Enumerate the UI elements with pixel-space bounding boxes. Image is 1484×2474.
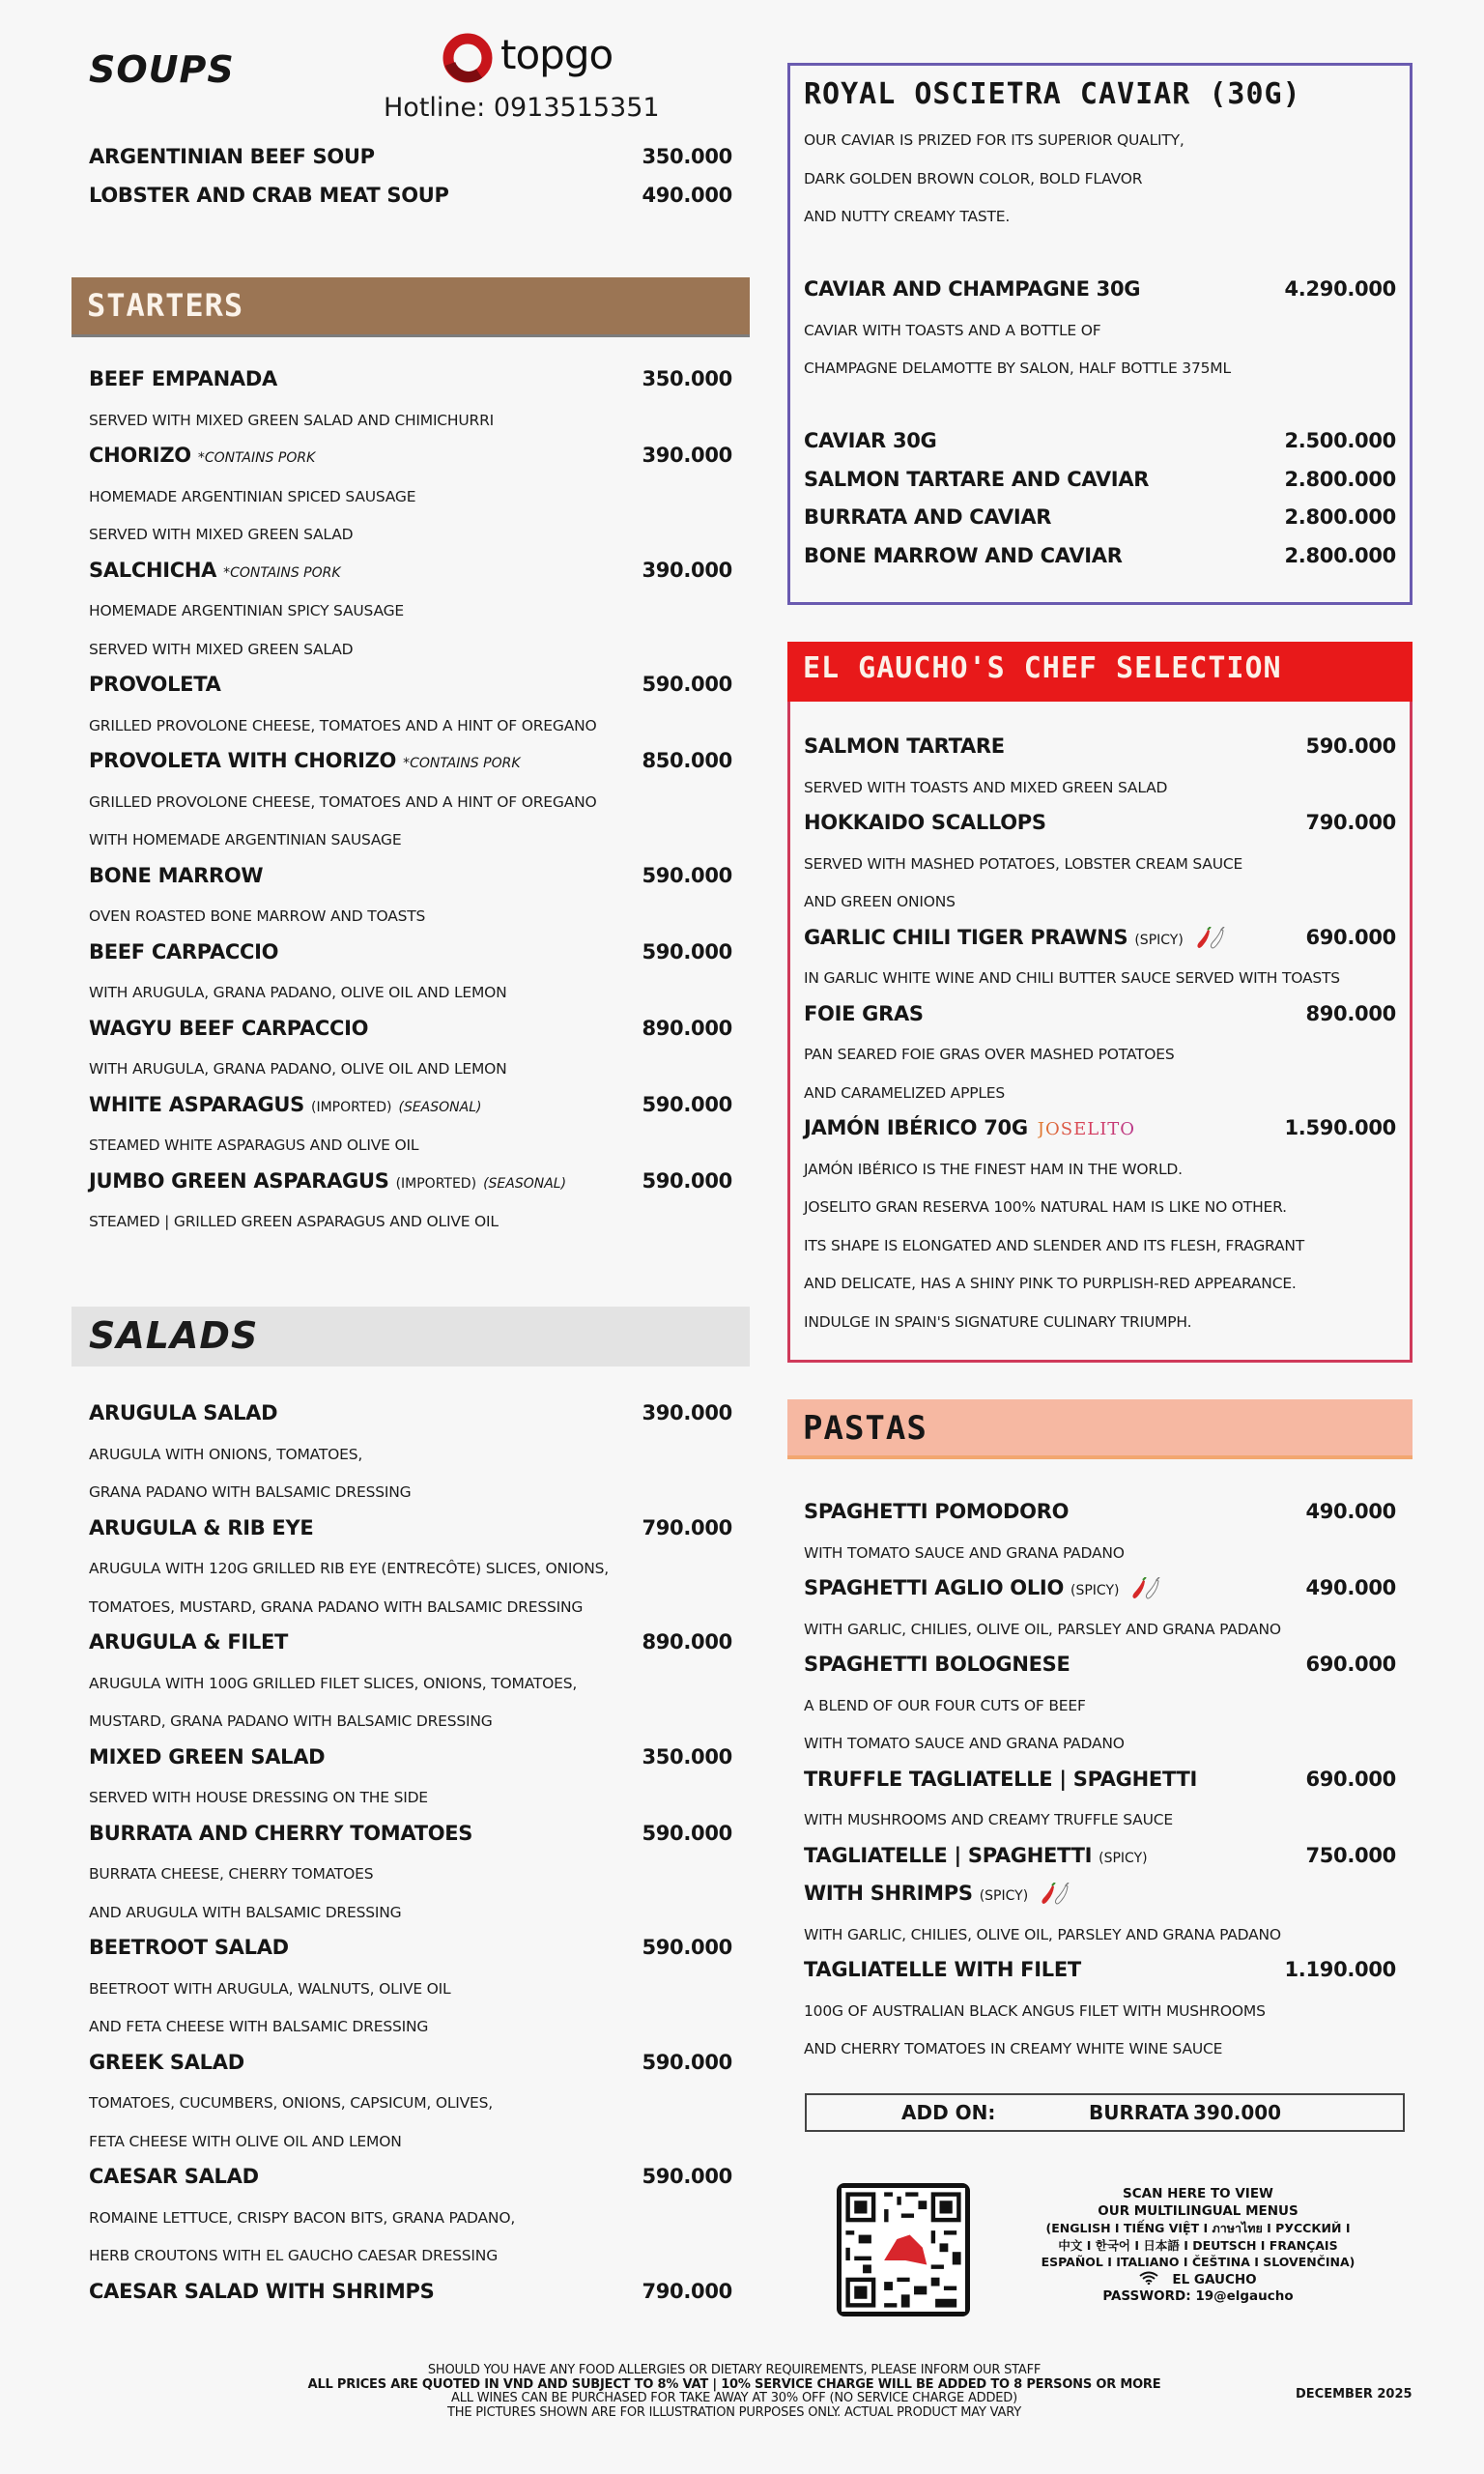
- item-name: TRUFFLE TAGLIATELLE | SPAGHETTI: [804, 1767, 1197, 1791]
- item-desc: PAN SEARED FOIE GRAS OVER MASHED POTATOES: [804, 1046, 1175, 1063]
- item-desc: GRANA PADANO WITH BALSAMIC DRESSING: [89, 1483, 412, 1501]
- item-name: CAESAR SALAD WITH SHRIMPS: [89, 2279, 435, 2303]
- item-price: 790.000: [642, 2279, 732, 2303]
- menu-item: [804, 468, 1396, 497]
- menu-item: [89, 367, 732, 396]
- menu-item: [804, 1653, 1396, 1682]
- item-price: 690.000: [1305, 1767, 1396, 1791]
- menu-item-continued: [804, 1882, 1396, 1911]
- item-price: 790.000: [1305, 811, 1396, 834]
- item-price: 350.000: [642, 1744, 732, 1769]
- item-desc: INDULGE IN SPAIN'S SIGNATURE CULINARY TRIUMPH.: [804, 1312, 1192, 1331]
- add-on-label: ADD ON:: [901, 2101, 996, 2124]
- item-price: 590.000: [642, 2165, 732, 2188]
- item-desc: AND FETA CHEESE WITH BALSAMIC DRESSING: [89, 2018, 429, 2035]
- menu-item: [89, 559, 732, 588]
- item-note: (SPICY): [979, 1888, 1029, 1904]
- menu-item: [89, 444, 732, 473]
- qr-code-icon[interactable]: [837, 2183, 970, 2316]
- item-desc: AND DELICATE, HAS A SHINY PINK TO PURPLISH-RED APPEARANCE.: [804, 1275, 1297, 1292]
- menu-item: [89, 1936, 732, 1965]
- item-note-italic: *CONTAINS PORK: [223, 564, 341, 581]
- salads-title: SALADS: [89, 1314, 259, 1357]
- item-name: GREEK SALAD: [89, 2050, 244, 2074]
- item-name: SALMON TARTARE: [804, 734, 1005, 758]
- item-desc: WITH TOMATO SAUCE AND GRANA PADANO: [804, 1735, 1125, 1752]
- item-price: 390.000: [642, 1401, 732, 1424]
- item-desc: MUSTARD, GRANA PADANO WITH BALSAMIC DRESSING: [89, 1712, 493, 1730]
- item-price: 350.000: [642, 367, 732, 390]
- item-name: BONE MARROW AND CAVIAR: [804, 543, 1123, 567]
- item-name: WAGYU BEEF CARPACCIO: [89, 1016, 369, 1040]
- joselito-brand-logo: JOSELITO: [1037, 1119, 1136, 1139]
- item-desc: 100G OF AUSTRALIAN BLACK ANGUS FILET WITH MUSHROOMS: [804, 2001, 1266, 2020]
- languages-line-1: (ENGLISH I TIẾNG VIỆT I ภาษาไทย I РУССКИЙ I: [1045, 2221, 1351, 2235]
- item-desc: CAVIAR WITH TOASTS AND A BOTTLE OF: [804, 322, 1101, 339]
- item-name: JUMBO GREEN ASPARAGUS (IMPORTED) (SEASONAL): [89, 1168, 567, 1193]
- item-desc: SERVED WITH MASHED POTATOES, LOBSTER CREAM SAUCE: [804, 854, 1243, 873]
- item-desc: SERVED WITH MIXED GREEN SALAD AND CHIMICHURRI: [89, 411, 495, 429]
- topgo-logo-text: topgo: [500, 31, 614, 78]
- item-note: (IMPORTED): [395, 1175, 477, 1192]
- menu-item: [89, 1822, 732, 1851]
- wifi-password: PASSWORD: 19@elgaucho: [1102, 2288, 1294, 2304]
- chef-selection-title: EL GAUCHO'S CHEF SELECTION: [803, 651, 1282, 685]
- menu-item: [804, 1958, 1396, 1987]
- footer-picture-note: THE PICTURES SHOWN ARE FOR ILLUSTRATION PURPOSES ONLY. ACTUAL PRODUCT MAY VARY: [447, 2404, 1021, 2420]
- menu-item: [804, 926, 1396, 955]
- item-name: ARUGULA & RIB EYE: [89, 1515, 314, 1539]
- item-desc: STEAMED | GRILLED GREEN ASPARAGUS AND OLIVE OIL: [89, 1213, 499, 1230]
- item-price: 590.000: [642, 1936, 732, 1959]
- item-name: FOIE GRAS: [804, 1001, 924, 1025]
- multilingual-menu-info: [1014, 2186, 1382, 2306]
- item-desc: FETA CHEESE WITH OLIVE OIL AND LEMON: [89, 2132, 402, 2150]
- item-price: 490.000: [1305, 1576, 1396, 1599]
- footer-notes: [251, 2364, 1217, 2420]
- wifi-name: EL GAUCHO: [1172, 2271, 1257, 2287]
- item-note: (SPICY): [1099, 1850, 1148, 1866]
- item-desc: JOSELITO GRAN RESERVA 100% NATURAL HAM IS LIKE NO OTHER.: [804, 1198, 1287, 1216]
- item-desc: IN GARLIC WHITE WINE AND CHILI BUTTER SAUCE SERVED WITH TOASTS: [804, 969, 1340, 987]
- item-name: PROVOLETA WITH CHORIZO *CONTAINS PORK: [89, 749, 521, 772]
- item-name: HOKKAIDO SCALLOPS: [804, 811, 1046, 834]
- menu-item: [804, 277, 1396, 306]
- menu-item: [89, 1093, 732, 1122]
- item-price: 2.800.000: [1284, 543, 1396, 567]
- item-desc: HOMEMADE ARGENTINIAN SPICY SAUSAGE: [89, 602, 404, 619]
- item-price: 4.290.000: [1284, 277, 1396, 301]
- item-price: 590.000: [642, 673, 732, 696]
- menu-item: [804, 1500, 1396, 1529]
- item-desc: AND CARAMELIZED APPLES: [804, 1083, 1006, 1102]
- menu-item: [804, 734, 1396, 763]
- caviar-intro-line: OUR CAVIAR IS PRIZED FOR ITS SUPERIOR QUALITY,: [804, 131, 1184, 149]
- item-name: MIXED GREEN SALAD: [89, 1744, 326, 1769]
- item-price: 590.000: [642, 1821, 732, 1845]
- menu-item: [89, 1630, 732, 1659]
- item-name: BEEF EMPANADA: [89, 367, 277, 390]
- scan-line-2: OUR MULTILINGUAL MENUS: [1098, 2202, 1298, 2219]
- item-price: 790.000: [642, 1515, 732, 1539]
- menu-item: [89, 1516, 732, 1545]
- item-name: BEETROOT SALAD: [89, 1936, 289, 1959]
- item-price: 590.000: [642, 1092, 732, 1116]
- salads-header: [71, 1307, 750, 1366]
- item-desc: SERVED WITH TOASTS AND MIXED GREEN SALAD: [804, 778, 1168, 796]
- menu-item: [89, 749, 732, 778]
- chili-icon: [1128, 1577, 1165, 1600]
- item-desc: JAMÓN IBÉRICO IS THE FINEST HAM IN THE WORLD.: [804, 1160, 1183, 1178]
- add-on-box: [805, 2093, 1405, 2132]
- menu-item: [89, 2165, 732, 2194]
- chef-selection-header: [787, 642, 1413, 702]
- item-name: SPAGHETTI AGLIO OLIO (SPICY): [804, 1576, 1165, 1600]
- menu-item: [804, 544, 1396, 573]
- wifi-icon: [1139, 2271, 1158, 2285]
- item-desc: WITH HOMEMADE ARGENTINIAN SAUSAGE: [89, 831, 402, 849]
- item-name: CHORIZO *CONTAINS PORK: [89, 444, 316, 467]
- item-note-italic: *CONTAINS PORK: [403, 756, 521, 771]
- scan-line-1: SCAN HERE TO VIEW: [1123, 2186, 1273, 2201]
- menu-item: [89, 1401, 732, 1430]
- item-desc: HOMEMADE ARGENTINIAN SPICED SAUSAGE: [89, 487, 416, 505]
- item-name: JAMÓN IBÉRICO 70G JOSELITO: [804, 1116, 1136, 1139]
- item-price: 590.000: [642, 939, 732, 964]
- item-desc: GRILLED PROVOLONE CHEESE, TOMATOES AND A HINT OF OREGANO: [89, 792, 597, 811]
- item-price: 850.000: [642, 749, 732, 772]
- item-name: SALMON TARTARE AND CAVIAR: [804, 467, 1150, 491]
- item-price: 2.800.000: [1284, 505, 1396, 529]
- item-desc: ARUGULA WITH 120G GRILLED RIB EYE (ENTRECÔTE) SLICES, ONIONS,: [89, 1560, 610, 1577]
- item-name: SPAGHETTI POMODORO: [804, 1500, 1070, 1523]
- menu-item: [89, 940, 732, 969]
- menu-item: [89, 864, 732, 893]
- item-price: 590.000: [642, 863, 732, 887]
- item-name: TAGLIATELLE WITH FILET: [804, 1958, 1081, 1981]
- item-price: 590.000: [642, 2050, 732, 2074]
- item-price: 2.800.000: [1284, 467, 1396, 491]
- item-note-italic: *CONTAINS PORK: [197, 450, 316, 466]
- item-name: CAVIAR AND CHAMPAGNE 30G: [804, 277, 1141, 301]
- item-desc: ROMAINE LETTUCE, CRISPY BACON BITS, GRANA PADANO,: [89, 2208, 516, 2227]
- item-desc: GRILLED PROVOLONE CHEESE, TOMATOES AND A HINT OF OREGANO: [89, 716, 597, 734]
- item-desc: SERVED WITH MIXED GREEN SALAD: [89, 640, 354, 658]
- item-name: ARUGULA SALAD: [89, 1401, 278, 1424]
- caviar-title: ROYAL OSCIETRA CAVIAR (30G): [804, 77, 1301, 111]
- add-on-item: BURRATA: [1089, 2101, 1189, 2124]
- item-price: 590.000: [1305, 734, 1396, 758]
- item-desc: SERVED WITH HOUSE DRESSING ON THE SIDE: [89, 1789, 428, 1806]
- item-desc: AND CHERRY TOMATOES IN CREAMY WHITE WINE SAUCE: [804, 2040, 1223, 2057]
- item-desc: AND GREEN ONIONS: [804, 893, 956, 910]
- menu-item: [804, 1576, 1396, 1605]
- menu-date: DECEMBER 2025: [1296, 2387, 1413, 2402]
- item-desc: ARUGULA WITH ONIONS, TOMATOES,: [89, 1445, 363, 1463]
- item-price: 350.000: [642, 145, 732, 168]
- menu-item: [804, 505, 1396, 534]
- menu-item: [804, 1768, 1396, 1797]
- item-name: ARGENTINIAN BEEF SOUP: [89, 145, 375, 168]
- item-price: 1.190.000: [1284, 1958, 1396, 1981]
- menu-item: [89, 1745, 732, 1774]
- menu-item: [804, 1002, 1396, 1031]
- languages-line-3: ESPAÑOL I ITALIANO I ČEŠTINA I SLOVENČINA): [1041, 2255, 1356, 2269]
- item-desc: BURRATA CHEESE, CHERRY TOMATOES: [89, 1865, 374, 1883]
- menu-item: [804, 1844, 1396, 1873]
- footer-wine-note: ALL WINES CAN BE PURCHASED FOR TAKE AWAY AT 30% OFF (NO SERVICE CHARGE ADDED): [451, 2391, 1017, 2405]
- item-name: PROVOLETA: [89, 673, 221, 696]
- item-desc: STEAMED WHITE ASPARAGUS AND OLIVE OIL: [89, 1136, 419, 1154]
- soups-title: SOUPS: [89, 48, 235, 91]
- item-desc: AND ARUGULA WITH BALSAMIC DRESSING: [89, 1903, 402, 1921]
- caviar-intro-line: DARK GOLDEN BROWN COLOR, BOLD FLAVOR: [804, 170, 1143, 187]
- item-name: BEEF CARPACCIO: [89, 939, 279, 964]
- item-price: 2.500.000: [1284, 429, 1396, 452]
- soups-section: [89, 0, 732, 232]
- item-name: CAESAR SALAD: [89, 2165, 259, 2188]
- item-desc: HERB CROUTONS WITH EL GAUCHO CAESAR DRESSING: [89, 2247, 499, 2264]
- item-name: CAVIAR 30G: [804, 429, 937, 452]
- item-note: (IMPORTED): [310, 1099, 392, 1115]
- item-name: GARLIC CHILI TIGER PRAWNS (SPICY): [804, 926, 1230, 950]
- item-name: BONE MARROW: [89, 863, 264, 887]
- item-name: SALCHICHA *CONTAINS PORK: [89, 558, 341, 582]
- chili-icon: [1038, 1883, 1074, 1906]
- item-name: BURRATA AND CHERRY TOMATOES: [89, 1821, 473, 1845]
- footer-allergy-note: SHOULD YOU HAVE ANY FOOD ALLERGIES OR DIETARY REQUIREMENTS, PLEASE INFORM OUR STAFF: [427, 2363, 1042, 2377]
- item-desc: A BLEND OF OUR FOUR CUTS OF BEEF: [804, 1696, 1086, 1714]
- qr-code-pattern: [842, 2188, 965, 2312]
- item-note-italic: (SEASONAL): [483, 1175, 567, 1192]
- item-price: 690.000: [1305, 925, 1396, 949]
- chili-icon: [1193, 927, 1230, 950]
- caviar-intro-line: AND NUTTY CREAMY TASTE.: [804, 208, 1011, 225]
- starters-title: STARTERS: [87, 287, 244, 324]
- item-name: SPAGHETTI BOLOGNESE: [804, 1653, 1070, 1676]
- pastas-header: [787, 1399, 1413, 1459]
- menu-item: [89, 2051, 732, 2080]
- pastas-title: PASTAS: [803, 1409, 928, 1448]
- item-name: ARUGULA & FILET: [89, 1630, 289, 1654]
- item-note: (SPICY): [1134, 932, 1184, 948]
- item-price: 390.000: [642, 444, 732, 467]
- item-desc: ARUGULA WITH 100G GRILLED FILET SLICES, ONIONS, TOMATOES,: [89, 1674, 578, 1692]
- starters-header: [71, 277, 750, 337]
- item-price: 690.000: [1305, 1653, 1396, 1676]
- item-name: TAGLIATELLE | SPAGHETTI (SPICY): [804, 1843, 1148, 1867]
- menu-item: [89, 673, 732, 702]
- item-desc: WITH ARUGULA, GRANA PADANO, OLIVE OIL AND LEMON: [89, 1060, 507, 1078]
- menu-item: [89, 184, 732, 213]
- item-desc: WITH GARLIC, CHILIES, OLIVE OIL, PARSLEY AND GRANA PADANO: [804, 1620, 1281, 1638]
- item-price: 890.000: [1305, 1001, 1396, 1025]
- item-price: 1.590.000: [1284, 1116, 1396, 1139]
- menu-item: [89, 145, 732, 174]
- item-desc: WITH MUSHROOMS AND CREAMY TRUFFLE SAUCE: [804, 1811, 1173, 1828]
- menu-item: [89, 2280, 732, 2309]
- item-price: 750.000: [1305, 1843, 1396, 1867]
- hotline-text: Hotline: 0913515351: [384, 93, 660, 123]
- item-price: 390.000: [642, 558, 732, 582]
- item-desc: TOMATOES, MUSTARD, GRANA PADANO WITH BALSAMIC DRESSING: [89, 1597, 584, 1616]
- add-on-price: 390.000: [1193, 2101, 1282, 2124]
- item-price: 890.000: [642, 1016, 732, 1040]
- item-name: BURRATA AND CAVIAR: [804, 505, 1052, 529]
- item-desc: SERVED WITH MIXED GREEN SALAD: [89, 526, 354, 543]
- item-note-italic: (SEASONAL): [398, 1099, 482, 1115]
- item-desc: BEETROOT WITH ARUGULA, WALNUTS, OLIVE OIL: [89, 1979, 451, 1998]
- item-desc: OVEN ROASTED BONE MARROW AND TOASTS: [89, 907, 426, 925]
- item-desc: TOMATOES, CUCUMBERS, ONIONS, CAPSICUM, OLIVES,: [89, 2094, 493, 2112]
- item-desc: CHAMPAGNE DELAMOTTE BY SALON, HALF BOTTLE 375ML: [804, 360, 1231, 377]
- item-price: 890.000: [642, 1630, 732, 1654]
- menu-item: [89, 1169, 732, 1198]
- item-name-line-2: WITH SHRIMPS (SPICY): [804, 1882, 1074, 1906]
- menu-item: [804, 429, 1396, 458]
- item-desc: WITH TOMATO SAUCE AND GRANA PADANO: [804, 1543, 1125, 1562]
- item-note: (SPICY): [1070, 1583, 1120, 1598]
- menu-item: [804, 811, 1396, 840]
- item-price: 590.000: [642, 1168, 732, 1193]
- item-price: 490.000: [642, 184, 732, 207]
- item-desc: ITS SHAPE IS ELONGATED AND SLENDER AND ITS FLESH, FRAGRANT: [804, 1236, 1305, 1254]
- item-desc: WITH ARUGULA, GRANA PADANO, OLIVE OIL AND LEMON: [89, 984, 507, 1001]
- item-name: LOBSTER AND CRAB MEAT SOUP: [89, 184, 449, 207]
- item-price: 490.000: [1305, 1500, 1396, 1523]
- menu-item: [804, 1116, 1396, 1145]
- menu-item: [89, 1017, 732, 1046]
- languages-line-2: 中文 I 한국어 I 日本語 I DEUTSCH I FRANÇAIS: [1058, 2237, 1338, 2253]
- item-desc: WITH GARLIC, CHILIES, OLIVE OIL, PARSLEY AND GRANA PADANO: [804, 1925, 1281, 1943]
- footer-price-note: ALL PRICES ARE QUOTED IN VND AND SUBJECT TO 8% VAT | 10% SERVICE CHARGE WILL BE ADDED TO 8 PERSONS OR MORE: [307, 2376, 1161, 2392]
- item-name: WHITE ASPARAGUS (IMPORTED) (SEASONAL): [89, 1092, 482, 1116]
- wifi-row: [1014, 2271, 1382, 2289]
